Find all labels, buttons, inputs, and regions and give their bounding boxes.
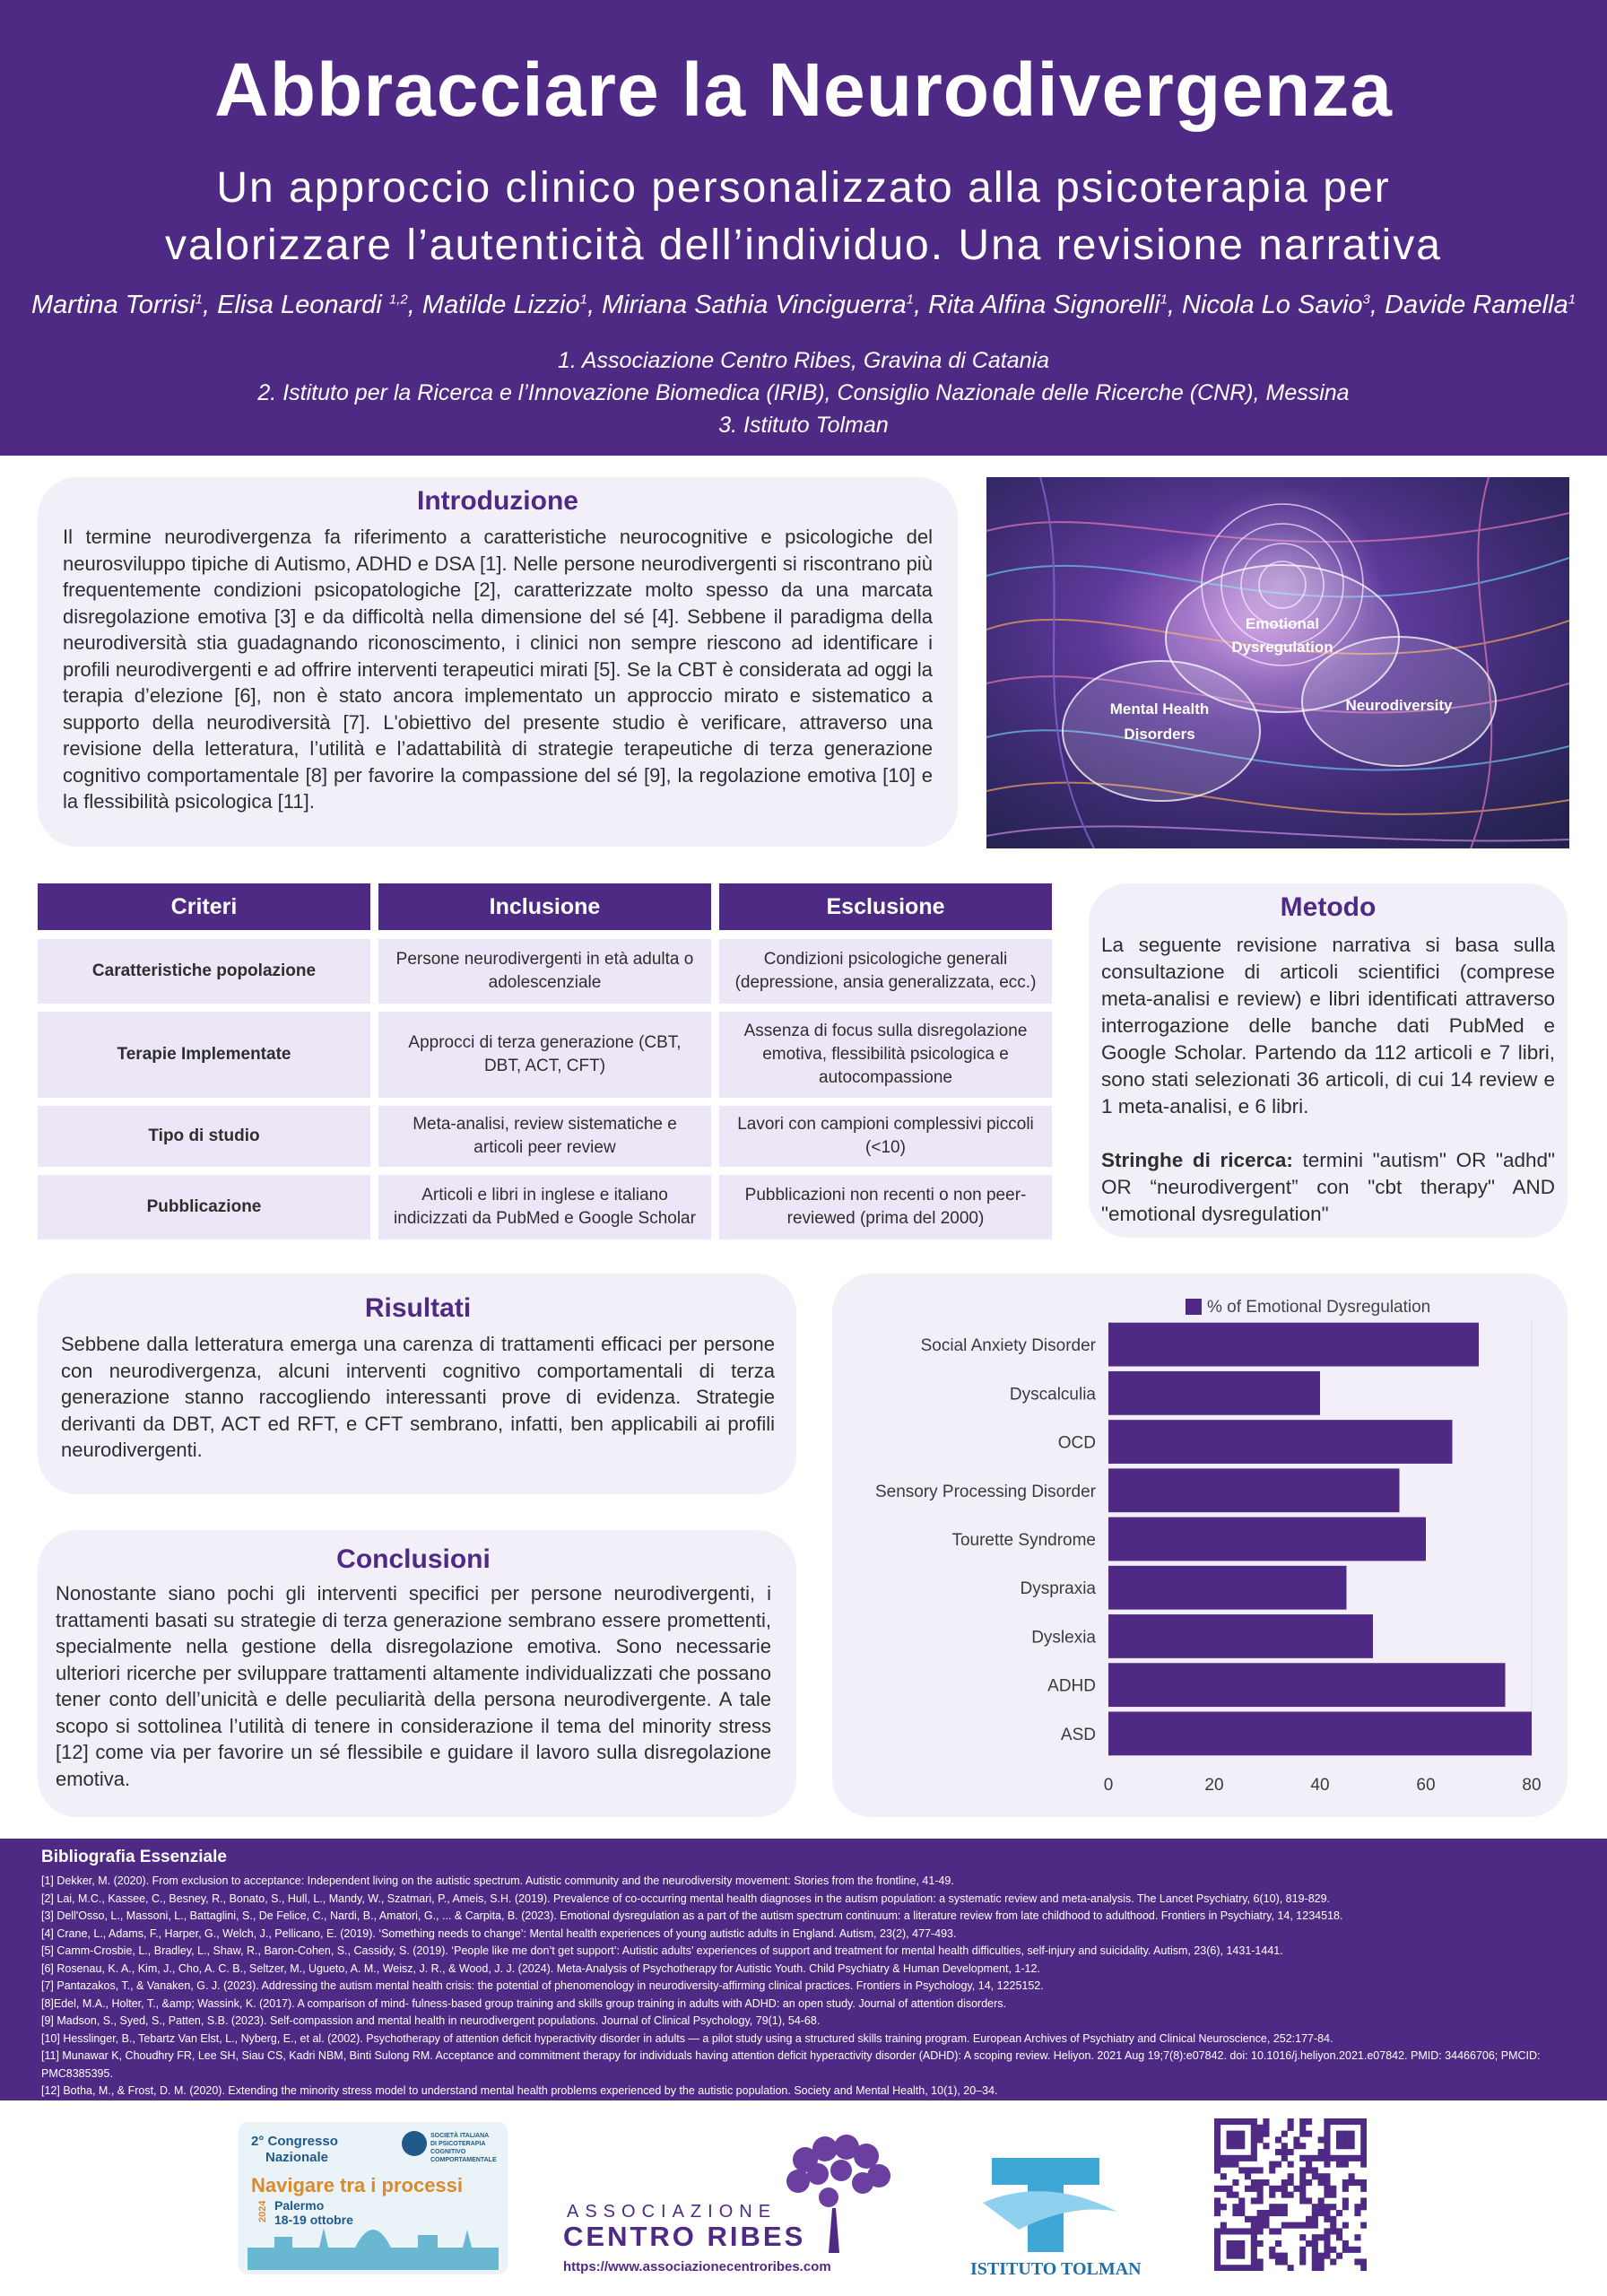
affiliation: 3. Istituto Tolman bbox=[718, 413, 889, 438]
subtitle-line: valorizzare l’autenticità dell’individuo. Una revisione narrativa bbox=[165, 222, 1442, 269]
search-strings-label: Stringhe di ricerca: bbox=[1101, 1149, 1293, 1171]
table-cell: Meta-analisi, review sistematiche e articoli peer review bbox=[378, 1106, 711, 1167]
author-list bbox=[0, 291, 1607, 320]
congress-year: 2024 bbox=[257, 2200, 268, 2222]
ribes-top-text: ASSOCIAZIONE bbox=[567, 2202, 777, 2222]
conclusions-heading: Conclusioni bbox=[336, 1544, 491, 1574]
footer-logos bbox=[0, 2100, 1607, 2296]
congress-org: COMPORTAMENTALE bbox=[430, 2157, 497, 2163]
poster-header bbox=[0, 0, 1607, 456]
table-cell: Articoli e libri in inglese e italiano indicizzati da PubMed e Google Scholar bbox=[378, 1175, 711, 1239]
column-header: Criteri bbox=[38, 883, 370, 930]
illustration-label: Emotional bbox=[1245, 615, 1320, 632]
centro-ribes-logo bbox=[563, 2127, 904, 2280]
illustration-label: Mental Health bbox=[1109, 700, 1210, 718]
x-tick-label: 60 bbox=[1416, 1776, 1436, 1795]
x-tick-label: 20 bbox=[1204, 1776, 1224, 1795]
emotional-dysregulation-chart bbox=[832, 1274, 1568, 1817]
category-label: Dyspraxia bbox=[1020, 1579, 1096, 1599]
method-text: La seguente revisione narrativa si basa sulla consultazione di articoli scientifici (comprese meta-analisi e review) e libri identificati attraverso interrogazione delle banche dati PubMed e Google Scholar. Partendo da 112 articoli e 7 libri, sono stati selezionati 36 articoli, di cui 14 review e 1 meta-analisi, e 6 libri. bbox=[1101, 934, 1555, 1118]
poster-subtitle bbox=[72, 160, 1535, 274]
intro-section bbox=[38, 477, 958, 847]
congress-city: Palermo bbox=[274, 2198, 325, 2213]
illustration-graphic bbox=[986, 477, 1569, 848]
table-cell: Lavori con campioni complessivi piccoli (<10) bbox=[719, 1106, 1052, 1167]
bibliography bbox=[0, 1839, 1607, 2100]
table-cell: Tipo di studio bbox=[38, 1106, 370, 1167]
reference: [3] Dell'Osso, L., Massoni, L., Battaglini, S., De Felice, C., Nardi, B., Amatori, G., ... & Carpita, B. (2023). Emotional dysregulation as a part of the autism spectrum continuum: a literature review from late childhood to adulthood. Frontiers in Psychiatry, 14, 1234518. bbox=[41, 1909, 1343, 1922]
congress-edition: 2° Congresso bbox=[251, 2134, 338, 2149]
congress-title: Navigare tra i processi bbox=[251, 2174, 464, 2196]
conclusions-section bbox=[38, 1530, 796, 1817]
illustration-label: Neurodiversity bbox=[1345, 697, 1453, 714]
table-cell: Caratteristiche popolazione bbox=[38, 939, 370, 1004]
table-cell: Pubblicazioni non recenti o non peer-reviewed (prima del 2000) bbox=[719, 1175, 1052, 1239]
congress-org: SOCIETÀ ITALIANA bbox=[430, 2133, 490, 2139]
reference: [5] Camm-Crosbie, L., Bradley, L., Shaw, R., Baron-Cohen, S., Cassidy, S. (2019). ‘People like me don’t get support’: Autistic adults’ experiences of support and treatment for mental health difficulties, self-injury and suicidality. Autism, 23(6), 1431-1441. bbox=[41, 1944, 1283, 1957]
intro-text: Il termine neurodivergenza fa riferimento a caratteristiche neurocognitive e psicologiche del neurosviluppo tipiche di Autismo, ADHD e DSA [1]. Nelle persone neurodivergenti si riscontrano più frequentemente condizioni psicopatologiche [2], caratterizzate molto spesso da una marcata disregolazione emotiva [3] e da difficoltà nella dimensione del sé [4]. Sebbene il paradigma della neurodiversità stia guadagnando riconoscimento, i clinici non sempre riescono ad identificare i profili neurodivergenti e ad offrire interventi terapeutici mirati [5]. Se la CBT è considerata ad oggi la terapia d’elezione [6], non è stato ancora implementato un approccio mirato e sistematico a supporto della neurodiversità [7]. L'obiettivo del presente studio è verificare, attraverso una revisione della letteratura, l’utilità e l’adattabilità di strategie terapeutiche di terza generazione cognitivo comportamentale [8] per favorire la compassione del sé [9], la regolazione emotiva [10] e la flessibilità psicologica [11]. bbox=[63, 526, 933, 813]
illustration-label: Disorders bbox=[1124, 726, 1195, 743]
reference: [9] Madson, S., Syed, S., Patten, S.B. (2023). Self-compassion and mental health in neurodivergent populations. Journal of Clinical Psychology, 79(1), 54-68. bbox=[41, 2014, 821, 2027]
table-cell: Approcci di terza generazione (CBT, DBT, ACT, CFT) bbox=[378, 1012, 711, 1098]
x-tick-label: 40 bbox=[1310, 1776, 1330, 1795]
reference: [8]Edel, M.A., Holter, T., &amp; Wassink, K. (2017). A comparison of mind- fulness-based group training and skills group training in adults with ADHD: an open study. Journal of attention disorders. bbox=[41, 1996, 1007, 2010]
results-heading: Risultati bbox=[364, 1293, 472, 1323]
author: Miriana Sathia Vinciguerra$^1$, bbox=[602, 291, 929, 319]
table-row bbox=[38, 939, 1052, 1004]
bar bbox=[1108, 1371, 1320, 1415]
column-header: Inclusione bbox=[378, 883, 711, 930]
reference: [6] Rosenau, K. A., Kim, J., Cho, A. C. B., Seltzer, M., Ugueto, A. M., Weisz, J. R., & Wood, J. J. (2024). Meta-Analysis of Psychotherapy for Autistic Youth. Child Psychiatry & Human Development, 1-12. bbox=[41, 1961, 1040, 1975]
search-strings bbox=[1101, 1147, 1555, 1228]
ribes-name: CENTRO RIBES bbox=[563, 2221, 806, 2252]
bar bbox=[1108, 1420, 1453, 1464]
bibliography-heading: Bibliografia Essenziale bbox=[41, 1848, 227, 1866]
neurodivergence-illustration bbox=[986, 477, 1569, 848]
category-label: OCD bbox=[1057, 1433, 1096, 1453]
congress-type: Nazionale bbox=[265, 2150, 329, 2165]
table-cell: Terapie Implementate bbox=[38, 1012, 370, 1098]
intro-heading: Introduzione bbox=[417, 486, 578, 516]
ribes-url[interactable]: https://www.associazionecentroribes.com bbox=[563, 2259, 831, 2274]
category-label: Sensory Processing Disorder bbox=[874, 1482, 1096, 1501]
reference: [4] Crane, L., Adams, F., Harper, G., Welch, J., Pellicano, E. (2019). ‘Something needs to change’: Mental health experiences of young autistic adults in England. Autism, 23(2), 477-493. bbox=[41, 1926, 957, 1940]
category-label: Tourette Syndrome bbox=[951, 1531, 1096, 1550]
istituto-tolman-logo bbox=[965, 2140, 1144, 2283]
bar bbox=[1108, 1614, 1373, 1658]
reference: [2] Lai, M.C., Kassee, C., Besney, R., Bonato, S., Hull, L., Mandy, W., Szatmari, P., Ameis, S.H. (2019). Prevalence of co-occurring mental health diagnoses in the autism population: a systematic review and meta-analysis. The Lancet Psychiatry, 6(10), 819-829. bbox=[41, 1892, 1331, 1905]
results-section bbox=[38, 1274, 796, 1494]
table-cell: Condizioni psicologiche generali (depressione, ansia generalizzata, ecc.) bbox=[719, 939, 1052, 1004]
table-row bbox=[38, 1012, 1052, 1098]
bar bbox=[1108, 1663, 1506, 1707]
method-section bbox=[1089, 883, 1568, 1238]
congress-logo bbox=[239, 2122, 508, 2274]
legend-label: % of Emotional Dysregulation bbox=[1207, 1298, 1431, 1317]
conclusions-text: Nonostante siano pochi gli interventi specifici per persone neurodivergenti, i trattamenti basati su strategie di terza generazione sembrano essere promettenti, specialmente nella gestione della disregolazione emotiva. Sono necessarie ulteriori ricerche per sviluppare trattamenti altamente individualizzati che possano tener conto dell’unicità e delle peculiarità della persona neurodivergente. A tale scopo si sottolinea l’utilità di tenere in considerazione il tema del minority stress [12] come via per favorire un sé flessibile e guidare il lavoro sulla disregolazione emotiva. bbox=[56, 1582, 771, 1790]
chart-card bbox=[832, 1274, 1568, 1817]
author: Elisa Leonardi $^{1,2}$, bbox=[217, 291, 422, 319]
table-cell: Assenza di focus sulla disregolazione emotiva, flessibilità psicologica e autocompassione bbox=[719, 1012, 1052, 1098]
reference: [7] Pantazakos, T., & Vanaken, G. J. (2023). Addressing the autism mental health crisis: the potential of phenomenology in neurodiversity-affirming clinical practices. Frontiers in Psychology, 14, 1225152. bbox=[41, 1979, 1044, 1992]
qr-code-icon[interactable] bbox=[1214, 2118, 1367, 2271]
bar bbox=[1108, 1518, 1426, 1561]
reference: [11] Munawar K, Choudhry FR, Lee SH, Siau CS, Kadri NBM, Binti Sulong RM. Acceptance and commitment therapy for individuals having attention deficit hyperactivity disorder (ADHD): A scoping review. Heliyon. 2021 Aug 19;7(8):e07842. doi: 10.1016/j.heliyon.2021.e07842. PMID: 34466706; PMCID: PMC8385395. bbox=[41, 2049, 1541, 2080]
x-tick-label: 80 bbox=[1522, 1776, 1542, 1795]
author: Rita Alfina Signorelli$^1$, bbox=[928, 291, 1183, 319]
affiliation: 1. Associazione Centro Ribes, Gravina di Catania bbox=[558, 348, 1049, 373]
results-text: Sebbene dalla letteratura emerga una carenza di trattamenti efficaci per persone con neurodivergenza, alcuni interventi cognitivo comportamentali di terza generazione stanno raccogliendo interessanti prove di evidenza. Strategie derivanti da DBT, ACT ed RFT, e CFT sembrano, infatti, ben applicabili ai profili neurodivergenti. bbox=[61, 1333, 775, 1461]
author: Matilde Lizzio$^1$, bbox=[421, 291, 603, 319]
congress-org: DI PSICOTERAPIA bbox=[430, 2141, 486, 2147]
x-tick-label: 0 bbox=[1103, 1776, 1114, 1795]
affiliation-list bbox=[0, 344, 1607, 441]
search-strings-text: termini "autism" OR "adhd" OR “neurodivergent” con "cbt therapy" AND "emotional dysregulation" bbox=[1101, 1149, 1555, 1225]
author: Davide Ramella$^1$ bbox=[1385, 291, 1577, 319]
column-header: Esclusione bbox=[719, 883, 1052, 930]
method-heading: Metodo bbox=[1280, 892, 1377, 922]
bar bbox=[1108, 1323, 1479, 1367]
tolman-name: ISTITUTO TOLMAN bbox=[970, 2259, 1142, 2279]
table-row bbox=[38, 1106, 1052, 1167]
category-label: ADHD bbox=[1047, 1676, 1096, 1696]
category-label: ASD bbox=[1060, 1725, 1096, 1744]
table-header-row bbox=[38, 883, 1052, 930]
table-row bbox=[38, 1175, 1052, 1239]
bar bbox=[1108, 1566, 1347, 1610]
reference: [12] Botha, M., & Frost, D. M. (2020). Extending the minority stress model to understand mental health problems experienced by the autistic population. Society and Mental Health, 10(1), 20–34. bbox=[41, 2084, 998, 2097]
category-label: Dyscalculia bbox=[1009, 1385, 1096, 1405]
author: Martina Torrisi$^1$, bbox=[30, 291, 218, 319]
reference: [1] Dekker, M. (2020). From exclusion to acceptance: Independent living on the autistic spectrum. Autistic community and the neurodiversity movement: Stories from the frontline, 41-49. bbox=[41, 1874, 954, 1887]
poster-title: Abbracciare la Neurodivergenza bbox=[214, 48, 1393, 132]
table-cell: Persone neurodivergenti in età adulta o adolescenziale bbox=[378, 939, 711, 1004]
affiliation: 2. Istituto per la Ricerca e l’Innovazione Biomedica (IRIB), Consiglio Nazionale delle Ricerche (CNR), Messina bbox=[257, 380, 1350, 405]
category-label: Social Anxiety Disorder bbox=[920, 1336, 1096, 1356]
table-cell: Pubblicazione bbox=[38, 1175, 370, 1239]
bar bbox=[1108, 1468, 1400, 1512]
legend-swatch bbox=[1186, 1299, 1202, 1315]
subtitle-line: Un approccio clinico personalizzato alla psicoterapia per bbox=[216, 164, 1391, 212]
illustration-label: Dysregulation bbox=[1231, 639, 1333, 656]
author: Nicola Lo Savio$^3$, bbox=[1182, 291, 1385, 319]
congress-dates: 18-19 ottobre bbox=[274, 2213, 353, 2227]
category-label: Dyslexia bbox=[1031, 1628, 1096, 1648]
reference: [10] Hesslinger, B., Tebartz Van Elst, L., Nyberg, E., et al. (2002). Psychotherapy of attention deficit hyperactivity disorder in adults — a pilot study using a structured skills training program. European Archives of Psychiatry and Clinical Neuroscience, 252:177-84. bbox=[41, 2031, 1333, 2045]
bar bbox=[1108, 1711, 1532, 1755]
congress-org: COGNITIVO bbox=[430, 2149, 466, 2155]
